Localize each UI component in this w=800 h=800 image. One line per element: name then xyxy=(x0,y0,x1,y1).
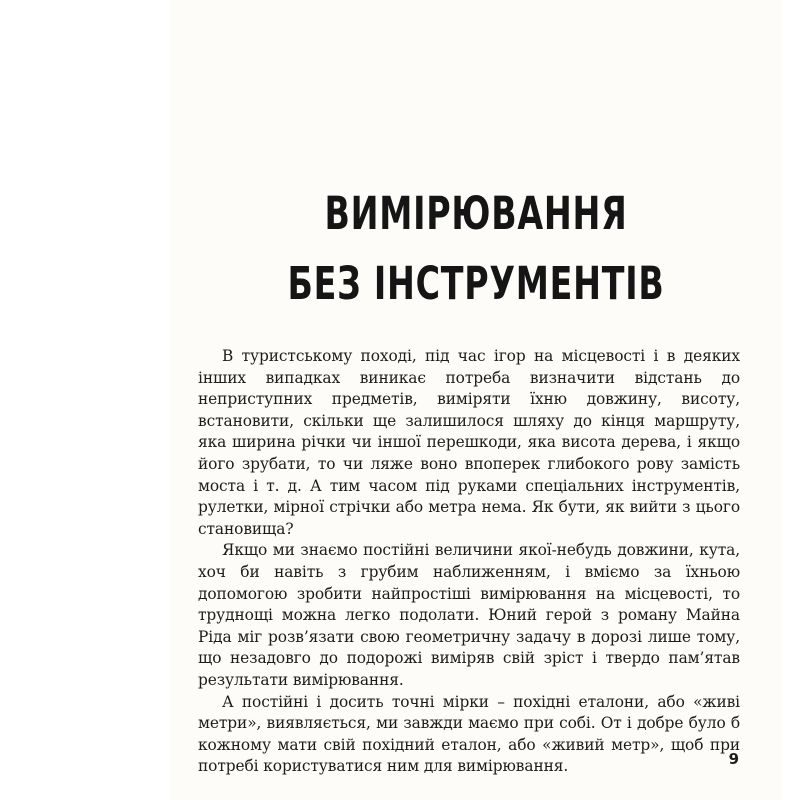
paragraph-3: А постійні і досить точні мірки – похідні еталони, або «живі метри», виявляється, ми завжди маємо при собі. От і добре було б кожному мати свій похідний еталон, або «живий метр», щоб при потребі користуватися ним для вимірювання. xyxy=(198,692,740,776)
paragraph-1: В туристському поході, під час ігор на місцевості і в деяких інших випадках виникає потреба визначити відстань до неприступних предметів, виміряти їхню довжину, висоту, встановити, скільки ще залишилося шляху до кінця маршруту, яка ширина річки чи іншої перешкоди, яка висота дерева, і якщо його зрубати, то чи ляже воно впоперек глибокого рову замість моста і т. д. А тим часом під руками спеціальних інструментів, рулетки, мірної стрічки або метра нема. Як бути, як вийти з цього становища? xyxy=(198,347,740,538)
body-text xyxy=(198,346,740,778)
page-number: 9 xyxy=(728,750,739,768)
book-page xyxy=(170,0,782,800)
paragraph-2: Якщо ми знаємо постійні величини якої-небудь довжини, кута, хоч би навіть з грубим наближенням, і вміємо за їхньою допомогою зробити найпростіші вимірювання на місцевості, то труднощі можна легко подолати. Юний герой з роману Майна Ріда міг розв’язати свою геометричну задачу в дорозі лише тому, що незадовго до подорожі виміряв свій зріст і твердо пам’ятав результати вимірювання. xyxy=(198,541,740,689)
chapter-title-line-2: БЕЗ ІНСТРУМЕНТІВ xyxy=(287,257,665,310)
chapter-title-line-1: ВИМІРЮВАННЯ xyxy=(324,187,628,240)
